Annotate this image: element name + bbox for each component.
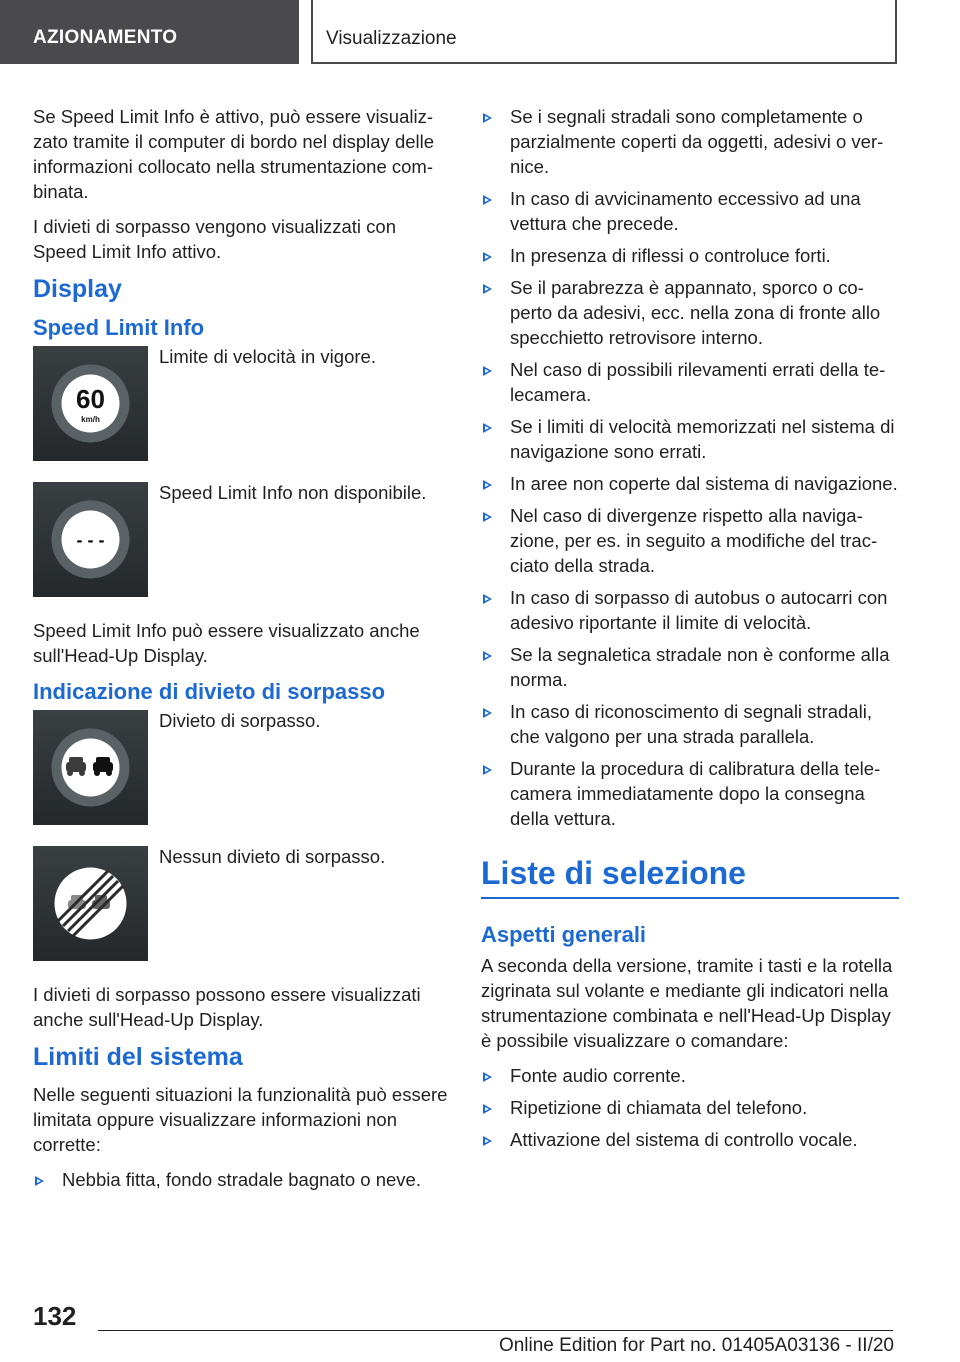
list-item: Fonte audio corrente. xyxy=(481,1063,899,1088)
no-overtaking-icon xyxy=(33,710,148,825)
speed-limit-unavailable-icon xyxy=(33,482,148,597)
list-item: Nebbia fitta, fondo stradale bagnato o neve. xyxy=(33,1167,451,1192)
triangle-bullet-icon xyxy=(483,512,492,522)
list-item: In aree non coperte dal sistema di navigazione. xyxy=(481,471,899,496)
no-overtaking-text: Divieto di sorpasso. xyxy=(159,710,321,731)
speed-limit-60-icon xyxy=(33,346,148,461)
list-item: In caso di riconoscimento di segnali stradali, che valgono per una strada parallela. xyxy=(481,699,899,749)
no-overtaking-row xyxy=(33,710,451,828)
general-aspects-heading: Aspetti generali xyxy=(481,922,647,947)
list-item: Se i segnali stradali sono completamente o parzialmente coperti da oggetti, adesivi o vernice. xyxy=(481,104,899,179)
header-topic-tab xyxy=(311,0,897,64)
list-item: Attivazione del sistema di controllo vocale. xyxy=(481,1127,899,1152)
triangle-bullet-icon xyxy=(483,765,492,775)
triangle-bullet-icon xyxy=(483,195,492,205)
header-topic-label: Visualizzazione xyxy=(326,28,457,49)
triangle-bullet-icon xyxy=(483,366,492,376)
general-aspects-list xyxy=(481,1063,899,1152)
speed-limit-active-text: Limite di velocità in vigore. xyxy=(159,346,376,367)
speed-limit-unavailable-row xyxy=(33,482,451,600)
speed-limit-heading: Speed Limit Info xyxy=(33,315,205,340)
end-no-overtaking-row xyxy=(33,846,451,964)
footer-divider xyxy=(98,1330,893,1331)
list-item: In presenza di riflessi o controluce forti. xyxy=(481,243,899,268)
triangle-bullet-icon xyxy=(483,423,492,433)
list-item: Se i limiti di velocità memorizzati nel sistema di navigazione sono errati. xyxy=(481,414,899,464)
triangle-bullet-icon xyxy=(483,113,492,123)
triangle-bullet-icon xyxy=(483,1104,492,1114)
right-column xyxy=(481,104,899,1159)
system-limits-list-left xyxy=(33,1167,451,1192)
speed-limit-hud-note: Speed Limit Info può essere visualizzato anche sull'Head-Up Display. xyxy=(33,620,420,666)
speed-limit-value: 60 xyxy=(76,384,105,414)
speed-limit-active-row xyxy=(33,346,451,464)
left-column xyxy=(33,104,451,1199)
page-number: 132 xyxy=(33,1301,77,1331)
list-item: Ripetizione di chiamata del telefono. xyxy=(481,1095,899,1120)
speed-limit-unit: km/h xyxy=(81,415,100,424)
footer-edition: Online Edition for Part no. 01405A03136 - II/20 xyxy=(498,1335,894,1356)
general-aspects-text: A seconda della versione, tramite i tasti e la rotella zigrinata sul volante e mediante gli indicatori nella strumentazione combinata e nell'Head-Up Display è possibile visualizzare o comandare: xyxy=(481,955,893,1051)
triangle-bullet-icon xyxy=(483,651,492,661)
intro-paragraph-1: Se Speed Limit Info è attivo, può essere visualizzato tramite il computer di bordo nel display delle informazioni collocato nella strumentazione combinata. xyxy=(33,106,435,202)
triangle-bullet-icon xyxy=(483,708,492,718)
triangle-bullet-icon xyxy=(35,1176,44,1186)
list-item: Se il parabrezza è appannato, sporco o coperto da adesivi, ecc. nella zona di fronte allo specchietto retrovisore interno. xyxy=(481,275,899,350)
system-limits-intro: Nelle seguenti situazioni la funzionalità può essere limitata oppure visualizzare informazioni non corrette: xyxy=(33,1084,448,1155)
system-limits-list-right xyxy=(481,104,899,831)
header-section-tab xyxy=(0,0,299,64)
intro-paragraph-2: I divieti di sorpasso vengono visualizzati con Speed Limit Info attivo. xyxy=(33,216,396,262)
list-item: In caso di sorpasso di autobus o autocarri con adesivo riportante il limite di velocità. xyxy=(481,585,899,635)
list-item: Nel caso di divergenze rispetto alla navigazione, per es. in seguito a modifiche del tracciato della strada. xyxy=(481,503,899,578)
display-heading: Display xyxy=(33,275,122,303)
end-no-overtaking-icon xyxy=(33,846,148,961)
overtake-hud-note: I divieti di sorpasso possono essere visualizzati anche sull'Head-Up Display. xyxy=(33,984,421,1030)
triangle-bullet-icon xyxy=(483,1136,492,1146)
list-item: Se la segnaletica stradale non è conforme alla norma. xyxy=(481,642,899,692)
header-section-label: AZIONAMENTO xyxy=(33,27,178,48)
list-item: In caso di avvicinamento eccessivo ad una vettura che precede. xyxy=(481,186,899,236)
list-item: Durante la procedura di calibratura della telecamera immediatamente dopo la consegna della vettura. xyxy=(481,756,899,831)
speed-limit-dashes: - - - xyxy=(76,530,105,550)
selection-lists-heading: Liste di selezione xyxy=(481,853,899,899)
end-no-overtaking-text: Nessun divieto di sorpasso. xyxy=(159,846,386,867)
overtake-heading: Indicazione di divieto di sorpasso xyxy=(33,679,386,704)
triangle-bullet-icon xyxy=(483,594,492,604)
system-limits-heading: Limiti del sistema xyxy=(33,1043,243,1071)
triangle-bullet-icon xyxy=(483,1072,492,1082)
triangle-bullet-icon xyxy=(483,252,492,262)
list-item: Nel caso di possibili rilevamenti errati della telecamera. xyxy=(481,357,899,407)
speed-limit-unavailable-text: Speed Limit Info non disponibile. xyxy=(159,482,427,503)
triangle-bullet-icon xyxy=(483,284,492,294)
triangle-bullet-icon xyxy=(483,480,492,490)
